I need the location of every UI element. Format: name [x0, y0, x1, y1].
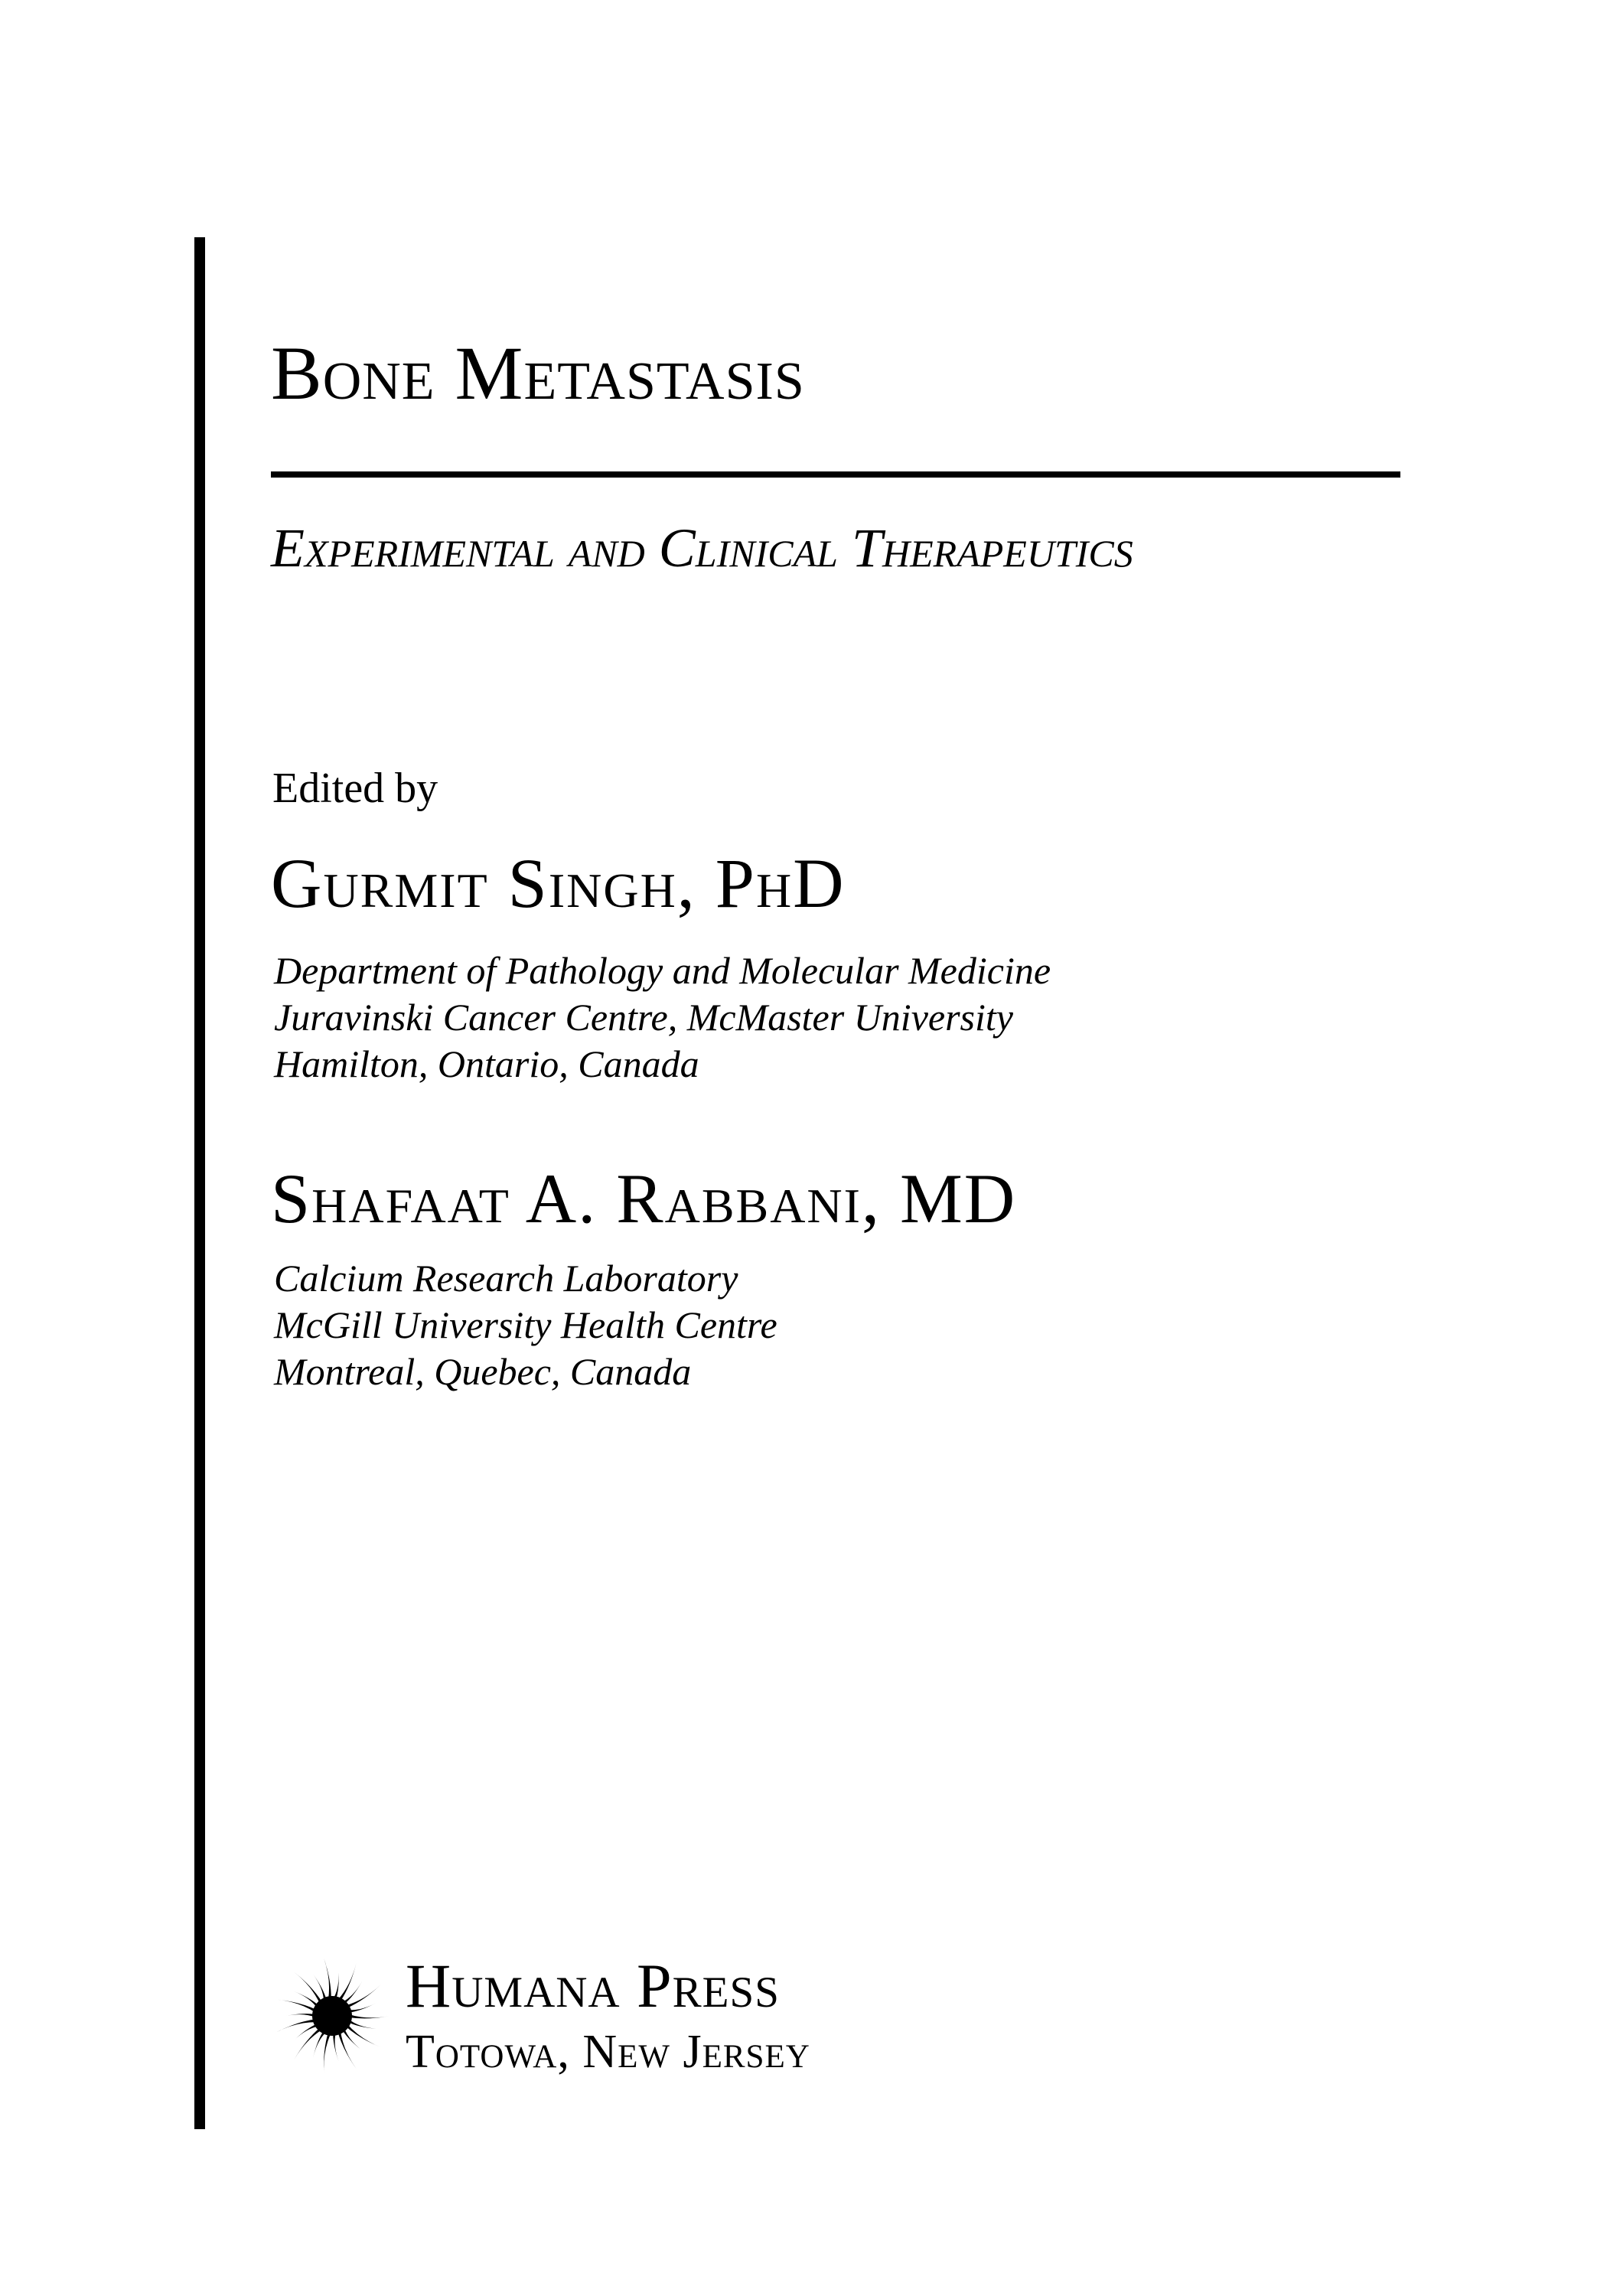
publisher-block — [271, 1950, 960, 2103]
affiliation-line: Juravinski Cancer Centre, McMaster University — [274, 996, 1013, 1039]
affiliation-line: Hamilton, Ontario, Canada — [274, 1042, 699, 1085]
editor-affiliation — [274, 947, 1051, 1088]
publisher-name: Humana Press — [406, 1951, 780, 2020]
book-subtitle: Experimental and Clinical Therapeutics — [271, 517, 1133, 579]
edited-by-label: Edited by — [272, 765, 438, 812]
editor-name: Shafaat A. Rabbani, MD — [271, 1159, 1017, 1238]
affiliation-line: Department of Pathology and Molecular Medicine — [274, 949, 1051, 992]
affiliation-line: McGill University Health Centre — [274, 1303, 777, 1346]
title-divider — [271, 471, 1400, 478]
publisher-location: Totowa, New Jersey — [406, 2026, 810, 2078]
left-margin-rule — [194, 237, 205, 2129]
affiliation-line: Calcium Research Laboratory — [274, 1257, 738, 1300]
sunburst-logo-icon — [271, 1955, 393, 2077]
editor-name: Gurmit Singh, PhD — [271, 844, 846, 922]
book-title: Bone Metastasis — [271, 331, 805, 416]
affiliation-line: Montreal, Quebec, Canada — [274, 1350, 692, 1393]
sunburst-core — [312, 1996, 352, 2036]
editor-affiliation — [274, 1255, 777, 1395]
